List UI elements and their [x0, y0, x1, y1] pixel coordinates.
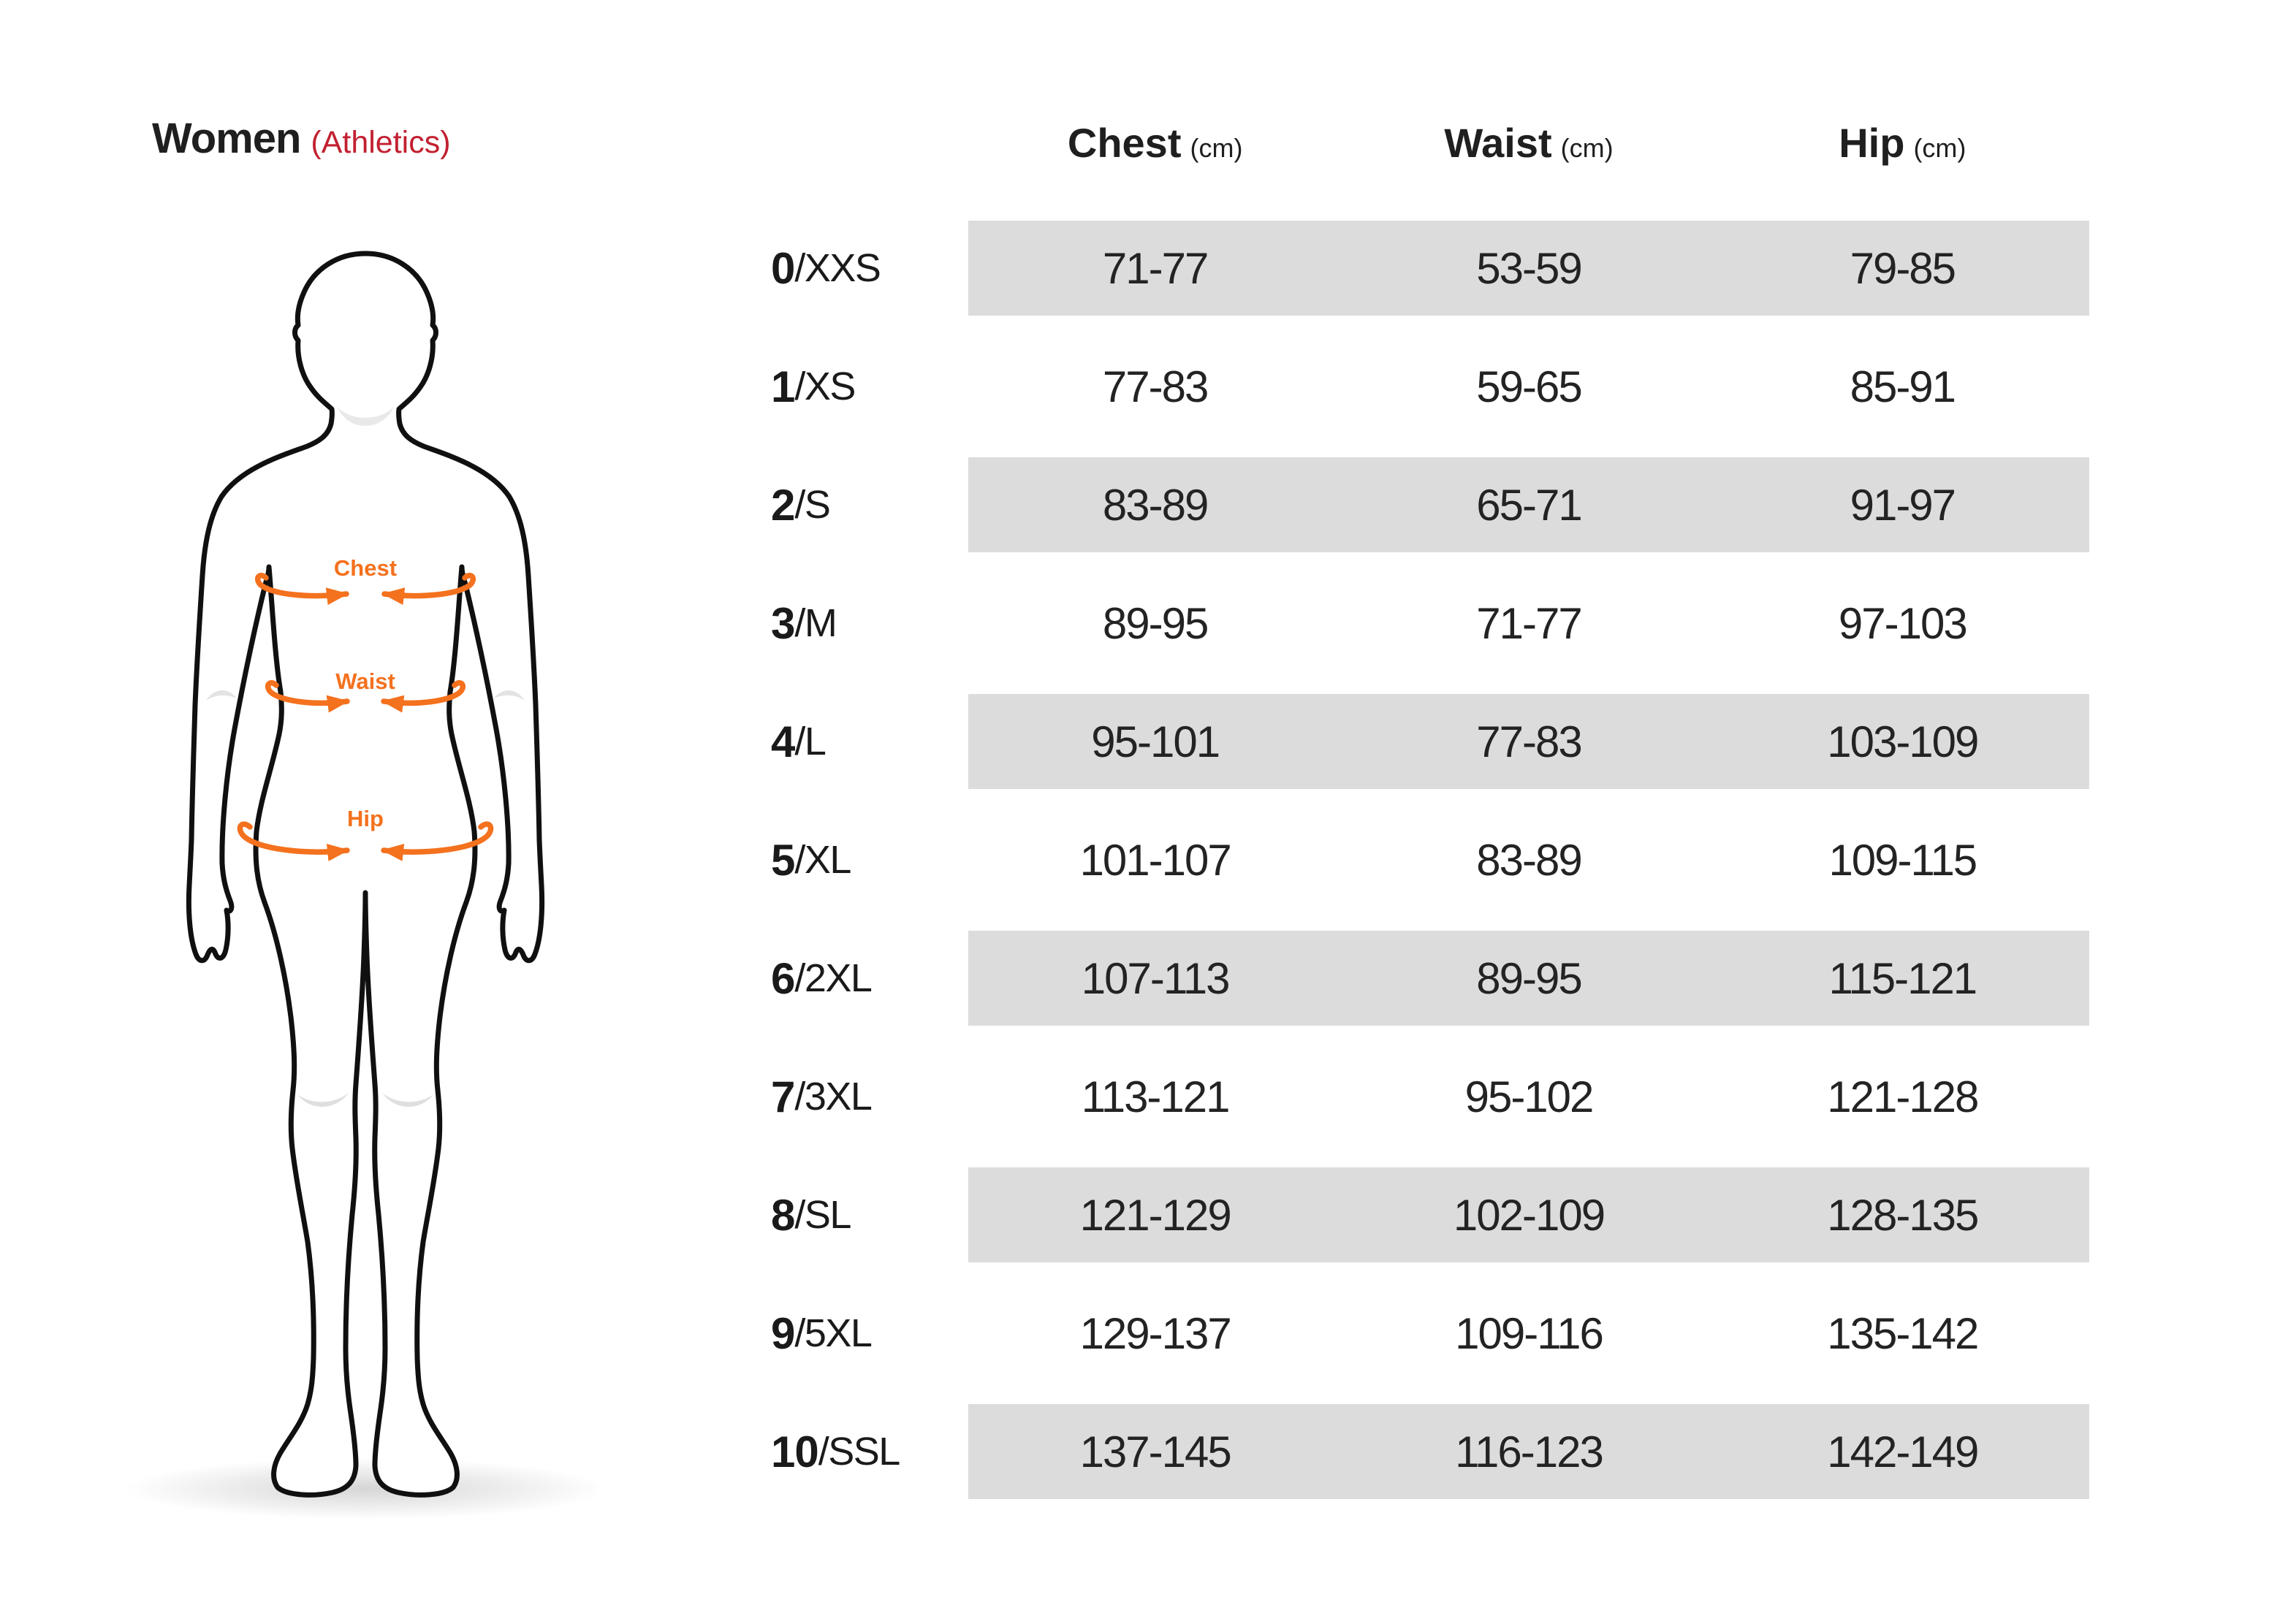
- size-table: [749, 102, 2089, 1499]
- column-header-label: Waist: [1444, 119, 1552, 166]
- column-header-unit: (cm): [1560, 132, 1614, 163]
- size-code: /XXS: [794, 246, 881, 290]
- size-label: [749, 339, 968, 434]
- size-code: /2XL: [794, 956, 872, 1000]
- hip-value: 121-128: [1827, 1072, 1978, 1121]
- row-band: [968, 1049, 2089, 1144]
- waist-value: 95-102: [1464, 1072, 1593, 1121]
- waist-value: 59-65: [1476, 362, 1581, 411]
- chest-value: 121-129: [1079, 1190, 1231, 1240]
- size-label: [749, 1404, 968, 1499]
- table-row: [749, 812, 2089, 907]
- size-label: [749, 1049, 968, 1144]
- table-row: [749, 931, 2089, 1026]
- table-row: [749, 1167, 2089, 1262]
- ground-shadow: [124, 1458, 607, 1520]
- body-measurement-diagram: [0, 0, 731, 1624]
- waist-value: 65-71: [1476, 480, 1581, 530]
- row-band: [968, 694, 2089, 789]
- size-number: 9: [771, 1308, 795, 1358]
- waist-measure-label: Waist: [335, 668, 395, 694]
- size-code: /L: [794, 720, 826, 763]
- size-number: 6: [771, 953, 795, 1003]
- waist-value: 77-83: [1476, 717, 1581, 766]
- column-header-label: Chest: [1067, 119, 1182, 166]
- table-row: [749, 221, 2089, 316]
- chest-value: 83-89: [1102, 480, 1208, 530]
- chest-value: 129-137: [1079, 1308, 1231, 1358]
- size-number: 7: [771, 1072, 795, 1121]
- chest-value: 77-83: [1102, 362, 1208, 411]
- hip-measure-label: Hip: [347, 806, 384, 831]
- row-band: [968, 576, 2089, 671]
- table-row: [749, 1404, 2089, 1499]
- size-table-rows: [749, 221, 2089, 1499]
- waist-value: 102-109: [1453, 1190, 1605, 1240]
- waist-value: 71-77: [1476, 598, 1581, 648]
- row-band: [968, 339, 2089, 434]
- table-row: [749, 1286, 2089, 1381]
- table-row: [749, 457, 2089, 552]
- table-row: [749, 576, 2089, 671]
- chest-value: 95-101: [1091, 717, 1220, 766]
- size-code: /SSL: [818, 1430, 900, 1474]
- size-code: /5XL: [794, 1311, 872, 1355]
- table-row: [749, 694, 2089, 789]
- size-number: 5: [771, 835, 795, 885]
- size-label: [749, 812, 968, 907]
- table-row: [749, 1049, 2089, 1144]
- chest-value: 113-121: [1081, 1072, 1229, 1121]
- column-header-chest: [968, 119, 1342, 167]
- chest-value: 107-113: [1081, 953, 1229, 1003]
- waist-value: 53-59: [1476, 243, 1581, 293]
- waist-value: 109-116: [1455, 1308, 1603, 1358]
- waist-value: 116-123: [1455, 1427, 1603, 1476]
- chest-value: 137-145: [1079, 1427, 1231, 1476]
- row-band: [968, 812, 2089, 907]
- size-code: /3XL: [794, 1075, 872, 1118]
- hip-value: 103-109: [1827, 717, 1978, 766]
- size-label: [749, 694, 968, 789]
- size-number: 3: [771, 598, 795, 648]
- size-code: /M: [794, 601, 837, 645]
- row-band: [968, 931, 2089, 1026]
- chest-value: 101-107: [1079, 835, 1231, 885]
- size-code: /XL: [794, 838, 851, 882]
- chest-value: 89-95: [1102, 598, 1208, 648]
- hip-value: 97-103: [1838, 598, 1966, 648]
- size-label: [749, 576, 968, 671]
- column-header-unit: (cm): [1190, 132, 1243, 163]
- column-header-hip: [1716, 119, 2089, 167]
- hip-value: 135-142: [1827, 1308, 1978, 1358]
- column-header-waist: [1342, 119, 1715, 167]
- size-code: /SL: [794, 1193, 851, 1237]
- row-band: [968, 1167, 2089, 1262]
- hip-value: 128-135: [1827, 1190, 1978, 1240]
- chest-value: 71-77: [1102, 243, 1208, 293]
- column-header-unit: (cm): [1913, 132, 1966, 163]
- row-band: [968, 221, 2089, 316]
- title-main: Women: [152, 115, 301, 162]
- size-label: [749, 1167, 968, 1262]
- size-number: 10: [771, 1427, 818, 1476]
- title-sub: (Athletics): [311, 125, 451, 160]
- hip-value: 91-97: [1850, 480, 1956, 530]
- hip-value: 142-149: [1827, 1427, 1978, 1476]
- hip-value: 109-115: [1828, 835, 1977, 885]
- row-band: [968, 1404, 2089, 1499]
- row-band: [968, 457, 2089, 552]
- hip-value: 115-121: [1828, 953, 1977, 1003]
- size-label: [749, 221, 968, 316]
- chest-measure-label: Chest: [333, 555, 398, 581]
- size-label: [749, 1286, 968, 1381]
- hip-value: 85-91: [1850, 362, 1956, 411]
- size-table-header: [968, 102, 2089, 183]
- body-outline: [189, 253, 542, 1495]
- size-code: /XS: [794, 365, 855, 408]
- size-number: 8: [771, 1190, 795, 1240]
- hip-value: 79-85: [1850, 243, 1956, 293]
- size-number: 2: [771, 480, 795, 530]
- size-code: /S: [794, 483, 830, 527]
- size-number: 4: [771, 717, 795, 766]
- table-row: [749, 339, 2089, 434]
- row-band: [968, 1286, 2089, 1381]
- column-header-label: Hip: [1839, 119, 1905, 166]
- waist-value: 89-95: [1476, 953, 1581, 1003]
- size-label: [749, 931, 968, 1026]
- size-number: 1: [771, 362, 795, 411]
- size-label: [749, 457, 968, 552]
- waist-value: 83-89: [1476, 835, 1581, 885]
- size-number: 0: [771, 243, 795, 293]
